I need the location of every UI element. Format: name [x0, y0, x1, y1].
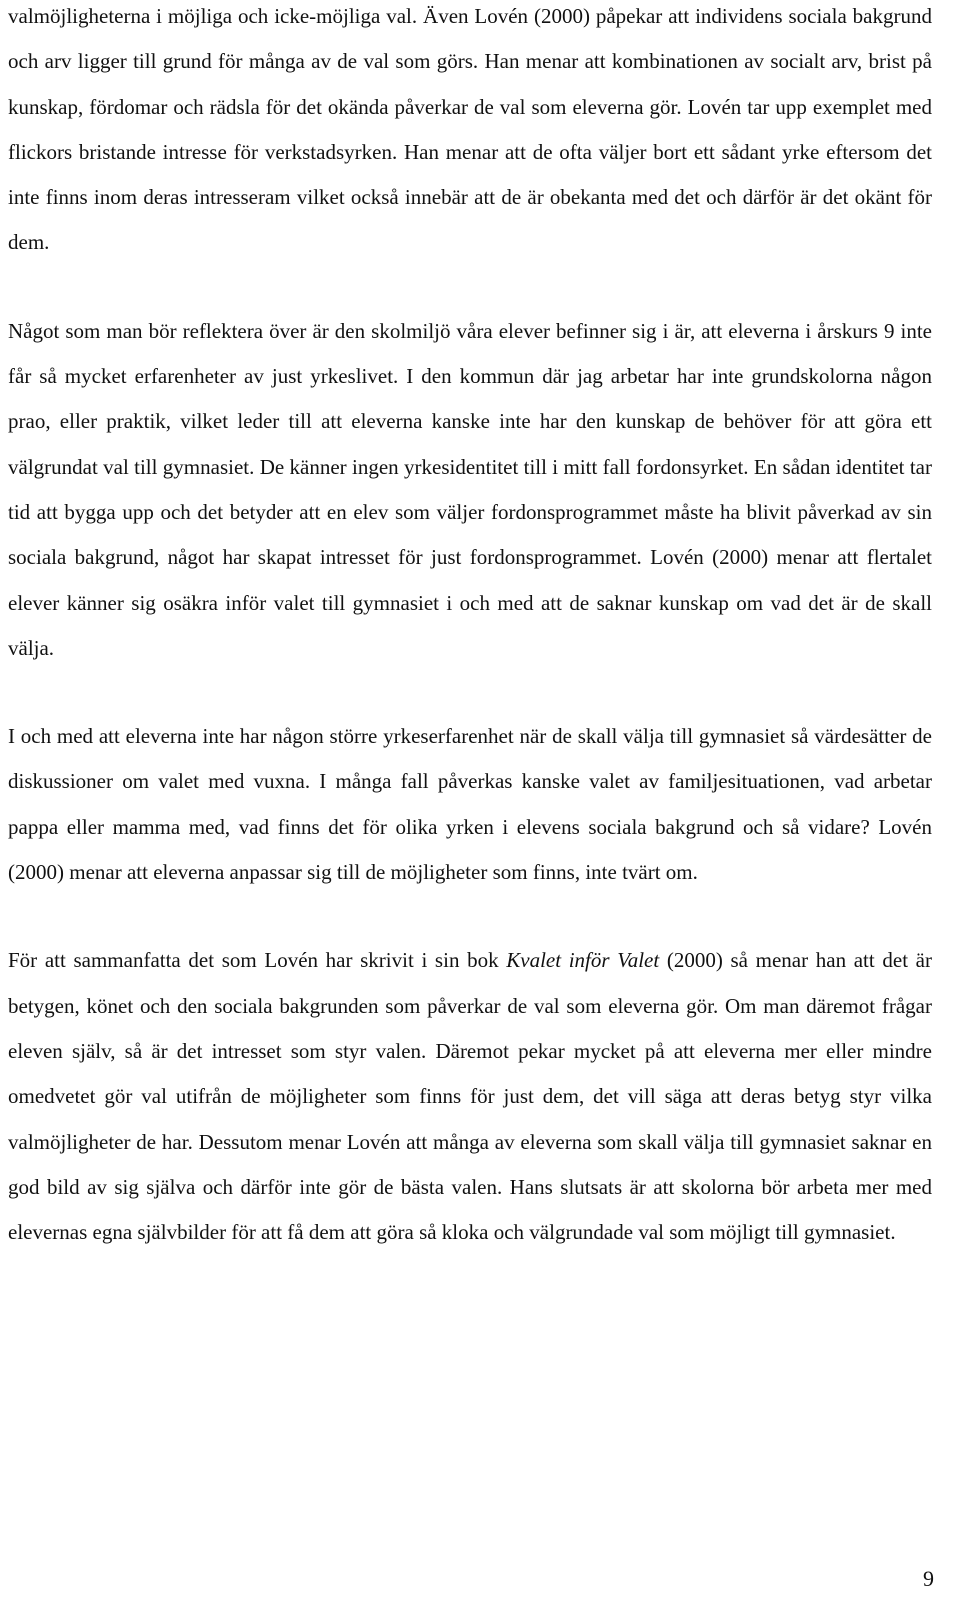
paragraph-4-text-before: För att sammanfatta det som Lovén har skrivit i sin bok	[8, 948, 507, 973]
paragraph-2: Något som man bör reflektera över är den skolmiljö våra elever befinner sig i är, att eleverna i årskurs 9 inte får så mycket erfarenheter av just yrkeslivet. I den kommun där jag arbetar har inte grundskolorna någon prao, eller praktik, vilket leder till att eleverna kanske inte har den kunskap de behöver för att göra ett välgrundat val till gymnasiet. De känner ingen yrkesidentitet till i mitt fall fordonsyrket. En sådan identitet tar tid att bygga upp och det betyder att en elev som väljer fordonsprogrammet måste ha blivit påverkad av sin sociala bakgrund, något har skapat intresset för just fordonsprogrammet. Lovén (2000) menar att flertalet elever känner sig osäkra inför valet till gymnasiet i och med att de saknar kunskap om vad det är de skall välja.	[8, 318, 932, 660]
page-number: 9	[923, 1566, 934, 1591]
paragraph-4-text-after: (2000) så menar han att det är betygen, könet och den sociala bakgrunden som påverkar de val som eleverna gör. Om man däremot frågar eleven själv, så är det intresset som styr valen. Däremot pekar mycket på att eleverna mer eller mindre omedvetet gör val utifrån de möjligheter som finns för just dem, det vill säga att deras betyg styr vilka valmöjligheter de har. Dessutom menar Lovén att många av eleverna som skall välja till gymnasiet saknar en god bild av sig själva och därför inte gör de bästa valen. Hans slutsats är att skolorna bör arbeta mer med elevernas egna självbilder för att få dem att göra så kloka och välgrundade val som möjligt till gymnasiet.	[8, 948, 932, 1245]
paragraph-3: I och med att eleverna inte har någon större yrkeserfarenhet när de skall välja till gymnasiet så värdesätter de diskussioner om valet med vuxna. I många fall påverkas kanske valet av familjesituationen, vad arbetar pappa eller mamma med, vad finns det för olika yrken i elevens sociala bakgrund och så vidare? Lovén (2000) menar att eleverna anpassar sig till de möjligheter som finns, inte tvärt om.	[8, 724, 932, 885]
book-title: Kvalet inför Valet	[506, 948, 660, 973]
paragraph-1: valmöjligheterna i möjliga och icke-möjliga val. Även Lovén (2000) påpekar att individens sociala bakgrund och arv ligger till grund för många av de val som görs. Han menar att kombinationen av socialt arv, brist på kunskap, fördomar och rädsla för det okända påverkar de val som eleverna gör. Lovén tar upp exemplet med flickors bristande intresse för verkstadsyrken. Han menar att de ofta väljer bort ett sådant yrke eftersom det inte finns inom deras intresseram vilket också innebär att de är obekanta med det och därför är det okänt för dem.	[8, 4, 932, 255]
paragraph-4	[8, 938, 932, 1255]
document-page	[8, 0, 932, 1255]
